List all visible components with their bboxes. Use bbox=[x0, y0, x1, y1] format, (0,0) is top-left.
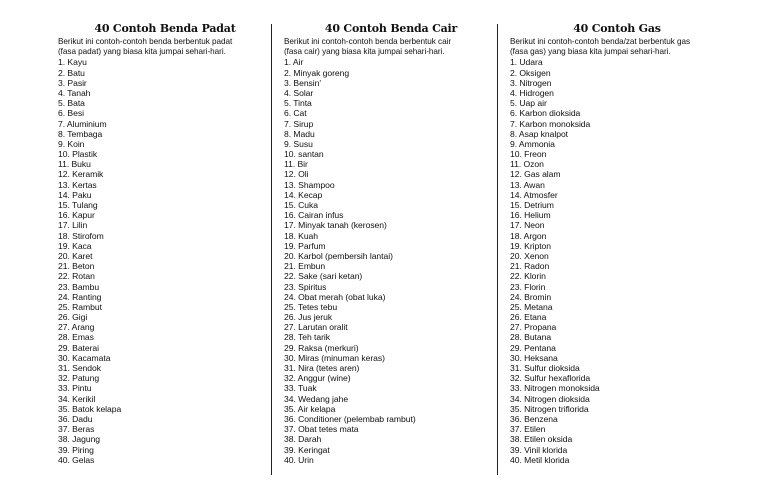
list-item: 36. Benzena bbox=[510, 413, 558, 424]
list-item: 17. Neon bbox=[510, 220, 545, 231]
list-item: 16. Cairan infus bbox=[284, 210, 344, 221]
list-item: 5. Uap air bbox=[510, 98, 547, 109]
list-item: 36. Conditioner (pelembab rambut) bbox=[284, 413, 416, 424]
list-item: 38. Jagung bbox=[58, 434, 101, 445]
list-item: 10. Freon bbox=[510, 149, 547, 160]
list-item: 29. Pentana bbox=[510, 342, 556, 353]
list-item: 14. Kecap bbox=[284, 189, 323, 200]
list-item: 33. Tuak bbox=[284, 383, 317, 394]
list-item: 10. santan bbox=[284, 149, 324, 160]
list-item: 21. Embun bbox=[284, 261, 326, 272]
list-item: 31. Sulfur dioksida bbox=[510, 363, 580, 374]
list-item: 14. Paku bbox=[58, 189, 92, 200]
intro-line: Berikut ini contoh-contoh benda/zat berbentuk gas bbox=[510, 37, 691, 46]
list-item: 1. Air bbox=[284, 57, 304, 68]
list-item: 24. Bromin bbox=[510, 291, 552, 302]
list-item: 4. Tanah bbox=[58, 87, 91, 98]
list-item: 13. Kertas bbox=[58, 179, 97, 190]
intro-line: Berikut ini contoh-contoh benda berbentuk padat bbox=[58, 37, 233, 46]
list-item: 36. Dadu bbox=[58, 413, 93, 424]
list-item: 35. Batok kelapa bbox=[58, 403, 122, 414]
item-list-solid bbox=[58, 57, 272, 465]
list-item: 4. Solar bbox=[284, 87, 314, 98]
list-item: 33. Pintu bbox=[58, 383, 92, 394]
item-list-gas bbox=[510, 57, 724, 465]
list-item: 40. Metil klorida bbox=[510, 454, 570, 465]
list-item: 19. Kripton bbox=[510, 240, 552, 251]
intro-line: (fasa gas) yang biasa kita jumpai sehari-hari. bbox=[510, 47, 671, 57]
list-item: 31. Nira (tetes aren) bbox=[284, 363, 360, 374]
list-item: 30. Kacamata bbox=[58, 352, 111, 363]
list-item: 40. Gelas bbox=[58, 454, 95, 465]
list-item: 2. Minyak goreng bbox=[284, 67, 350, 78]
list-item: 39. Piring bbox=[58, 444, 94, 455]
list-item: 19. Parfum bbox=[284, 240, 326, 251]
list-item: 15. Tulang bbox=[58, 200, 98, 211]
list-item: 23. Florin bbox=[510, 281, 546, 292]
item-list-liquid bbox=[284, 57, 498, 465]
list-item: 11. Ozon bbox=[510, 159, 544, 170]
list-item: 4. Hidrogen bbox=[510, 87, 554, 98]
list-item: 12. Gas alam bbox=[510, 169, 561, 180]
list-item: 35. Nitrogen triflorida bbox=[510, 403, 589, 414]
list-item: 6. Karbon dioksida bbox=[510, 108, 581, 119]
list-item: 3. Pasir bbox=[58, 77, 87, 88]
list-item: 22. Sake (sari ketan) bbox=[284, 271, 363, 282]
list-item: 28. Teh tarik bbox=[284, 332, 331, 343]
list-item: 11. Buku bbox=[58, 159, 91, 170]
list-item: 35. Air kelapa bbox=[284, 403, 336, 414]
list-item: 25. Rambut bbox=[58, 301, 102, 312]
column-intro-gas bbox=[510, 37, 724, 57]
list-item: 8. Tembaga bbox=[58, 128, 103, 139]
list-item: 26. Etana bbox=[510, 312, 547, 323]
list-item: 9. Ammonia bbox=[510, 138, 555, 149]
column-title-solid: 40 Contoh Benda Padat bbox=[94, 22, 236, 35]
list-item: 12. Keramik bbox=[58, 169, 104, 180]
list-item: 38. Etilen oksida bbox=[510, 434, 573, 445]
list-item: 8. Madu bbox=[284, 128, 315, 139]
list-item: 3. Bensin' bbox=[284, 77, 321, 88]
column-solid bbox=[58, 22, 272, 465]
list-item: 31. Sendok bbox=[58, 363, 101, 374]
intro-line: Berikut ini contoh-contoh benda berbentuk cair bbox=[284, 37, 452, 46]
list-item: 17. Lilin bbox=[58, 220, 88, 231]
list-item: 27. Larutan oralit bbox=[284, 322, 348, 333]
list-item: 25. Metana bbox=[510, 301, 553, 312]
intro-line: (fasa padat) yang biasa kita jumpai sehari-hari. bbox=[58, 47, 226, 57]
list-item: 20. Karbol (pembersih lantai) bbox=[284, 250, 393, 261]
list-item: 18. Stirofom bbox=[58, 230, 104, 241]
list-item: 24. Ranting bbox=[58, 291, 102, 302]
list-item: 3. Nitrogen bbox=[510, 77, 552, 88]
list-item: 2. Batu bbox=[58, 67, 85, 78]
list-item: 10. Plastik bbox=[58, 149, 98, 160]
column-title-gas: 40 Contoh Gas bbox=[573, 22, 661, 35]
list-item: 1. Udara bbox=[510, 57, 543, 68]
list-item: 38. Darah bbox=[284, 434, 322, 445]
list-item: 6. Cat bbox=[284, 108, 307, 119]
list-item: 27. Propana bbox=[510, 322, 557, 333]
list-item: 14. Atmosfer bbox=[510, 189, 558, 200]
list-item: 13. Shampoo bbox=[284, 179, 335, 190]
list-item: 32. Patung bbox=[58, 373, 100, 384]
list-item: 26. Gigi bbox=[58, 312, 88, 323]
column-divider bbox=[271, 24, 272, 475]
list-item: 21. Radon bbox=[510, 261, 550, 272]
list-item: 6. Besi bbox=[58, 108, 84, 119]
list-item: 28. Butana bbox=[510, 332, 552, 343]
list-item: 19. Kaca bbox=[58, 240, 92, 251]
list-item: 15. Detrium bbox=[510, 200, 554, 211]
list-item: 24. Obat merah (obat luka) bbox=[284, 291, 386, 302]
list-item: 15. Cuka bbox=[284, 200, 318, 211]
list-item: 37. Etilen bbox=[510, 424, 546, 435]
list-item: 30. Heksana bbox=[510, 352, 558, 363]
list-item: 16. Kapur bbox=[58, 210, 95, 221]
list-item: 32. Anggur (wine) bbox=[284, 373, 351, 384]
list-item: 16. Helium bbox=[510, 210, 551, 221]
column-title-liquid: 40 Contoh Benda Cair bbox=[324, 22, 458, 35]
list-item: 32. Sulfur hexaflorida bbox=[510, 373, 591, 384]
list-item: 13. Awan bbox=[510, 179, 545, 190]
column-intro-liquid bbox=[284, 37, 498, 57]
list-item: 27. Arang bbox=[58, 322, 95, 333]
list-item: 18. Kuah bbox=[284, 230, 319, 241]
list-item: 17. Minyak tanah (kerosen) bbox=[284, 220, 387, 231]
column-intro-solid bbox=[58, 37, 272, 57]
list-item: 29. Baterai bbox=[58, 342, 100, 353]
list-item: 9. Susu bbox=[284, 138, 313, 149]
list-item: 29. Raksa (merkuri) bbox=[284, 342, 359, 353]
list-item: 22. Rotan bbox=[58, 271, 95, 282]
list-item: 37. Beras bbox=[58, 424, 95, 435]
list-item: 1. Kayu bbox=[58, 57, 87, 68]
list-item: 20. Xenon bbox=[510, 250, 549, 261]
list-item: 5. Bata bbox=[58, 98, 85, 109]
list-item: 28. Emas bbox=[58, 332, 94, 343]
list-item: 12. Oli bbox=[284, 169, 309, 180]
list-item: 25. Tetes tebu bbox=[284, 301, 338, 312]
column-divider bbox=[497, 24, 498, 475]
list-item: 30. Miras (minuman keras) bbox=[284, 352, 385, 363]
list-item: 8. Asap knalpot bbox=[510, 128, 569, 139]
list-item: 21. Beton bbox=[58, 261, 95, 272]
list-item: 39. Keringat bbox=[284, 444, 330, 455]
column-gas bbox=[510, 22, 724, 465]
list-item: 7. Sirup bbox=[284, 118, 314, 129]
list-item: 20. Karet bbox=[58, 250, 93, 261]
list-item: 11. Bir bbox=[284, 159, 308, 170]
list-item: 34. Wedang jahe bbox=[284, 393, 349, 404]
list-item: 5. Tinta bbox=[284, 98, 312, 109]
list-item: 9. Koin bbox=[58, 138, 85, 149]
list-item: 23. Bambu bbox=[58, 281, 100, 292]
list-item: 26. Jus jeruk bbox=[284, 312, 333, 323]
list-item: 23. Spiritus bbox=[284, 281, 327, 292]
list-item: 18. Argon bbox=[510, 230, 547, 241]
list-item: 34. Nitrogen dioksida bbox=[510, 393, 590, 404]
list-item: 39. Vinil klorida bbox=[510, 444, 568, 455]
list-item: 2. Oksigen bbox=[510, 67, 551, 78]
list-item: 7. Aluminium bbox=[58, 118, 107, 129]
list-item: 40. Urin bbox=[284, 454, 314, 465]
list-item: 33. Nitrogen monoksida bbox=[510, 383, 600, 394]
intro-line: (fasa cair) yang biasa kita jumpai sehari-hari. bbox=[284, 47, 445, 57]
list-item: 22. Klorin bbox=[510, 271, 546, 282]
list-item: 37. Obat tetes mata bbox=[284, 424, 359, 435]
column-liquid bbox=[284, 22, 498, 465]
list-item: 34. Kerikil bbox=[58, 393, 96, 404]
list-item: 7. Karbon monoksida bbox=[510, 118, 591, 129]
